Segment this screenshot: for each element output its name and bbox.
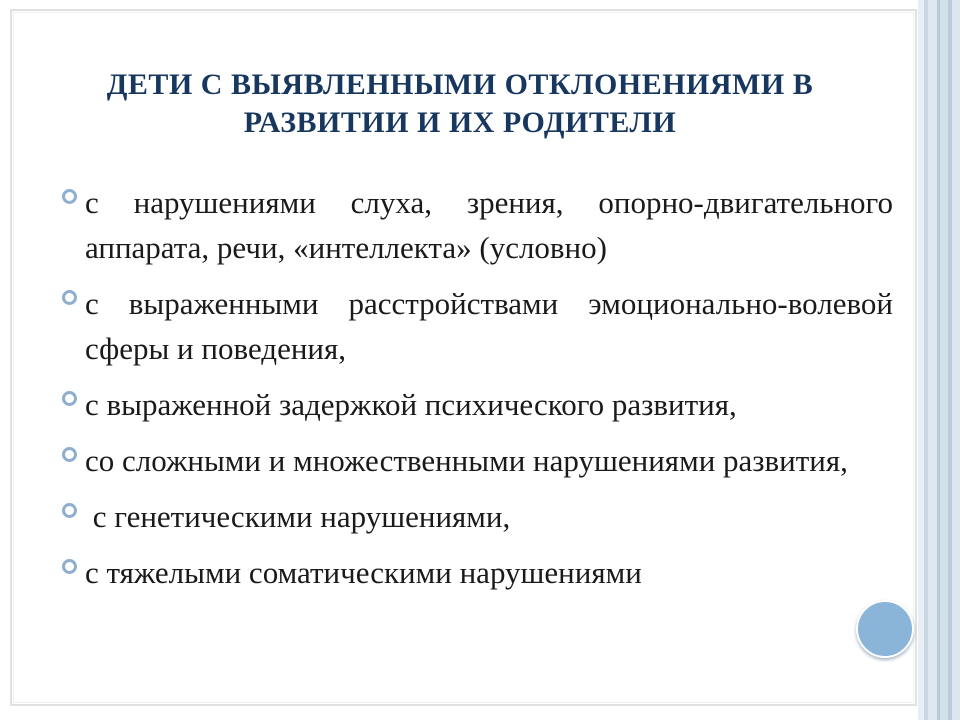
stripe-5: [940, 0, 948, 720]
list-item: [60, 494, 893, 539]
slide-title: [40, 66, 880, 142]
title-line-1: ДЕТИ С ВЫЯВЛЕННЫМИ ОТКЛОНЕНИЯМИ В: [106, 68, 814, 101]
side-stripes: [918, 0, 960, 720]
list-item-text: с тяжелыми соматическими нарушениями: [85, 555, 642, 590]
list-item-text: с выраженной задержкой психического развития,: [85, 387, 737, 422]
ring-bullet-icon: [62, 559, 77, 574]
list-item: [60, 550, 893, 595]
ring-bullet-icon: [62, 447, 77, 462]
stripe-3: [928, 0, 937, 720]
list-item: [60, 180, 893, 270]
bullet-list: [60, 180, 893, 606]
ring-bullet-icon: [62, 503, 77, 518]
ring-bullet-icon: [62, 391, 77, 406]
circle-decoration: [856, 600, 914, 658]
list-item: [60, 281, 893, 371]
list-item: [60, 438, 893, 483]
stripe-7: [952, 0, 960, 720]
list-item-text: с нарушениями слуха, зрения, опорно-двигательного аппарата, речи, «интеллекта» (условно): [85, 185, 893, 265]
ring-bullet-icon: [62, 189, 77, 204]
title-line-2: РАЗВИТИИ И ИХ РОДИТЕЛИ: [243, 106, 677, 139]
list-item-text: с выраженными расстройствами эмоционально-волевой сферы и поведения,: [85, 286, 893, 366]
list-item-text: со сложными и множественными нарушениями развития,: [85, 443, 848, 478]
list-item-text: с генетическими нарушениями,: [85, 499, 511, 534]
ring-bullet-icon: [62, 290, 77, 305]
list-item: [60, 382, 893, 427]
